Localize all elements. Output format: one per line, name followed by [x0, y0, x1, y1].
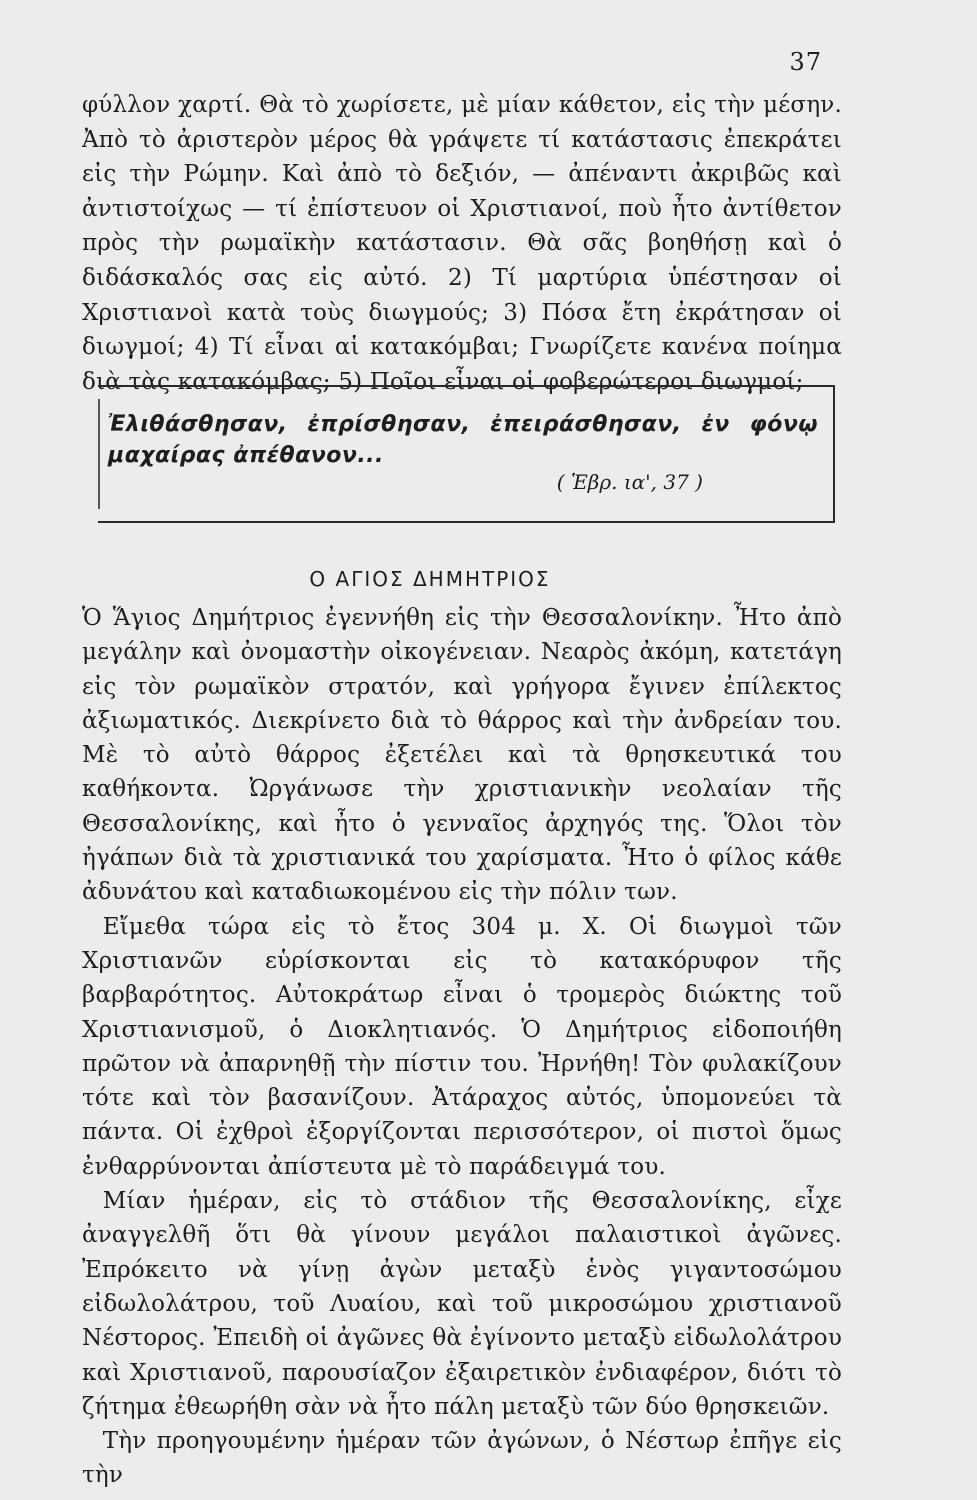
intro-paragraph: φύλλον χαρτί. Θὰ τὸ χωρίσετε, μὲ μίαν κάθετον, εἰς τὴν μέσην. Ἀπὸ τὸ ἀριστερὸν μέρος θὰ γράψετε τί κατάστασις ἐπεκράτει εἰς τὴν Ρώμην. Καὶ ἀπὸ τὸ δεξιόν, — ἀπέναντι ἀκριβῶς καὶ ἀντιστοίχως — τί ἐπίστευον οἱ Χριστιανοί, ποὺ ἦτο ἀντίθετον πρὸς τὴν ρωμαϊκὴν κατάστασιν. Θὰ σᾶς βοηθήσῃ καὶ ὁ διδάσκαλός σας εἰς αὐτό. 2) Τί μαρτύρια ὑπέστησαν οἱ Χριστιανοὶ κατὰ τοὺς διωγμούς; 3) Πόσα ἔτη ἐκράτησαν οἱ διωγμοί; 4) Τί εἶναι αἱ κατακόμβαι; Γνωρίζετε κανένα ποίημα διὰ τὰς κατακόμβας; 5) Ποῖοι εἶναι οἱ φοβερώτεροι διωγμοί;: [82, 92, 842, 395]
page-number: 37: [789, 48, 822, 76]
quote-text: Ἐλιθάσθησαν, ἐπρίσθησαν, ἐπειράσθησαν, ἐν φόνῳ μαχαίρας ἀπέθανον...: [108, 412, 818, 468]
quote-reference: ( Ἑβρ. ια', 37 ): [556, 470, 703, 494]
body-paragraph-4: Τὴν προηγουμένην ἡμέραν τῶν ἀγώνων, ὁ Νέστωρ ἐπῆγε εἰς τὴν: [82, 1428, 842, 1489]
section-body: [82, 601, 842, 1493]
section-heading: Ο ΑΓΙΟΣ ΔΗΜΗΤΡΙΟΣ: [309, 567, 551, 591]
body-paragraph-3: Μίαν ἡμέραν, εἰς τὸ στάδιον τῆς Θεσσαλονίκης, εἶχε ἀναγγελθῆ ὅτι θὰ γίνουν μεγάλοι παλαιστικοὶ ἀγῶνες. Ἐπρόκειτο νὰ γίνῃ ἀγὼν μεταξὺ ἑνὸς γιγαντοσώμου εἰδωλολάτρου, τοῦ Λυαίου, καὶ τοῦ μικροσώμου χριστιανοῦ Νέστορος. Ἐπειδὴ οἱ ἀγῶνες θὰ ἐγίνοντο μεταξὺ εἰδωλολάτρου καὶ Χριστιανοῦ, παρουσίαζον ἐξαιρετικὸν ἐνδιαφέρον, διότι τὸ ζήτημα ἐθεωρήθη σὰν νὰ ἦτο πάλη μεταξὺ τῶν δύο θρησκειῶν.: [82, 1188, 842, 1420]
quote-box: [98, 385, 835, 523]
quote-box-left-rule: [98, 399, 100, 509]
body-paragraph-2: Εἴμεθα τώρα εἰς τὸ ἔτος 304 μ. Χ. Οἱ διωγμοὶ τῶν Χριστιανῶν εὑρίσκονται εἰς τὸ κατακόρυφον τῆς βαρβαρότητος. Αὐτοκράτωρ εἶναι ὁ τρομερὸς διώκτης τοῦ Χριστιανισμοῦ, ὁ Διοκλητιανός. Ὁ Δημήτριος εἰδοποιήθη πρῶτον νὰ ἀπαρνηθῇ τὴν πίστιν του. Ἠρνήθη! Τὸν φυλακίζουν τότε καὶ τὸν βασανίζουν. Ἀτάραχος αὐτός, ὑπομονεύει τὰ πάντα. Οἱ ἐχθροὶ ἐξοργίζονται περισσότερον, οἱ πιστοὶ ὅμως ἐνθαρρύνονται ἀπίστευτα μὲ τὸ παράδειγμά του.: [82, 913, 842, 1180]
body-paragraph-1: Ὁ Ἅγιος Δημήτριος ἐγεννήθη εἰς τὴν Θεσσαλονίκην. Ἦτο ἀπὸ μεγάλην καὶ ὀνομαστὴν οἰκογένειαν. Νεαρὸς ἀκόμη, κατετάγη εἰς τὸν ρωμαϊκὸν στρατόν, καὶ γρήγορα ἔγινεν ἐπίλεκτος ἀξιωματικός. Διεκρίνετο διὰ τὸ θάρρος καὶ τὴν ἀνδρείαν του. Μὲ τὸ αὐτὸ θάρρος ἐξετέλει καὶ τὰ θρησκευτικά του καθήκοντα. Ὠργάνωσε τὴν χριστιανικὴν νεολαίαν τῆς Θεσσαλονίκης, καὶ ἦτο ὁ γενναῖος ἀρχηγός της. Ὅλοι τὸν ἠγάπων διὰ τὰ χριστιανικά του χαρίσματα. Ἦτο ὁ φίλος κάθε ἀδυνάτου καὶ καταδιωκομένου εἰς τὴν πόλιν των.: [82, 605, 842, 906]
intro-text: [82, 88, 842, 399]
